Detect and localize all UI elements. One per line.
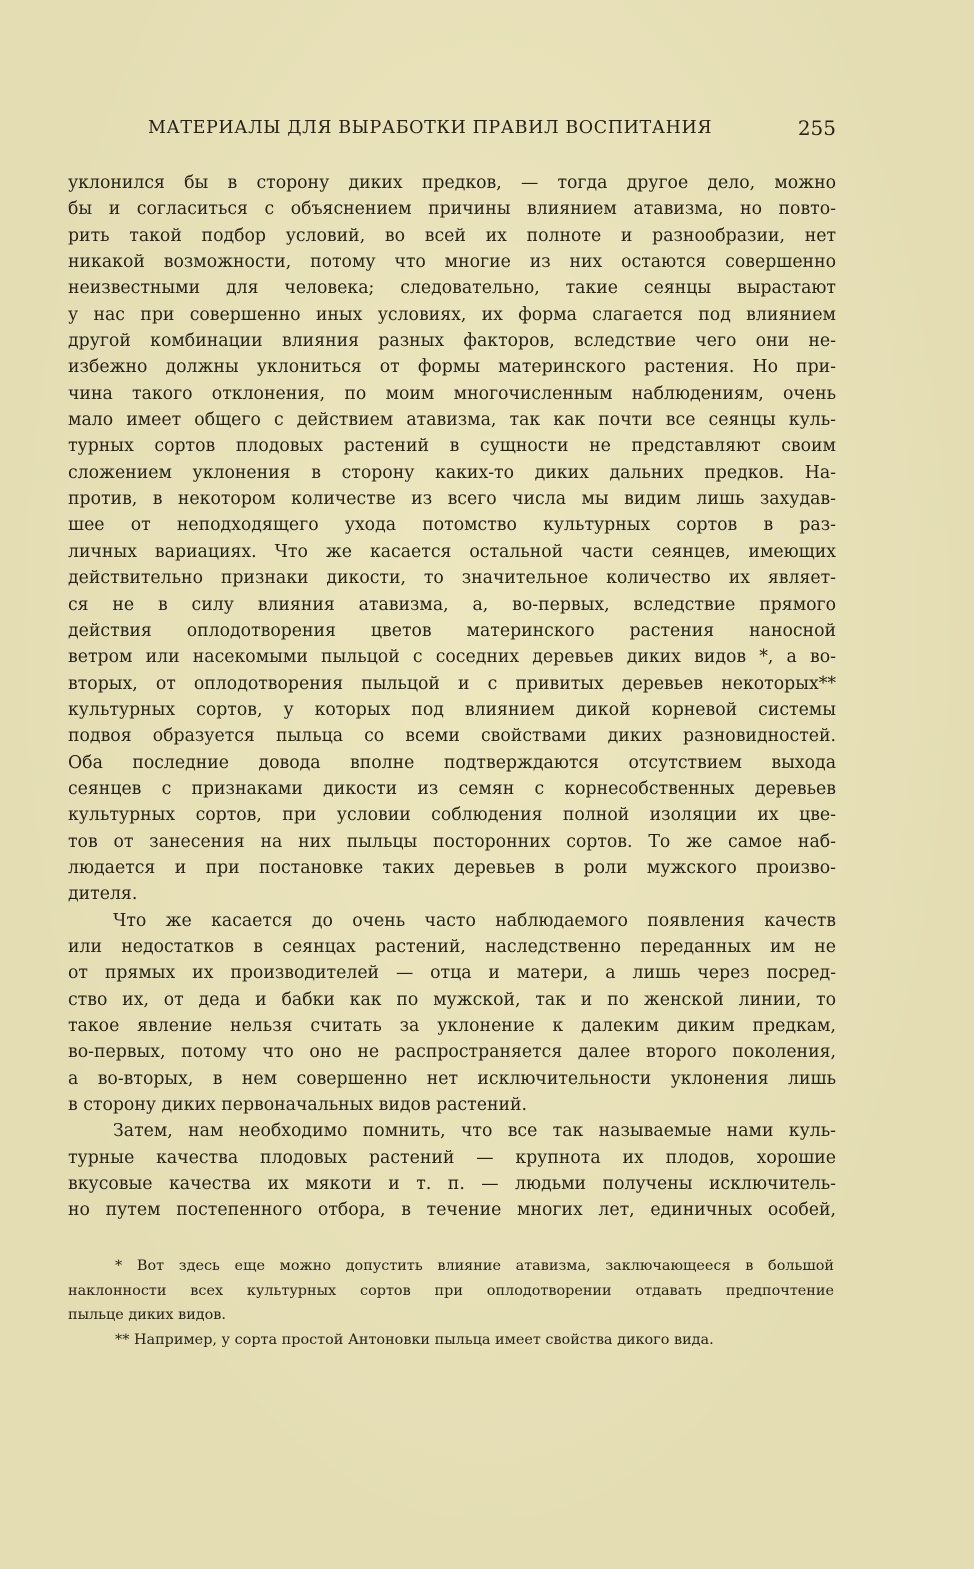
- footnote-1: [68, 1254, 834, 1328]
- text-line: дителя.: [68, 884, 138, 905]
- text-line: рить такой подбор условий, во всей их полноте и разнообразии, нет: [68, 225, 836, 246]
- text-line: тов от занесения на них пыльцы посторонних сортов. То же самое наб-: [68, 831, 836, 852]
- text-line: действительно признаки дикости, то значительное количество их являет-: [68, 568, 836, 589]
- footnote-line: пыльце диких видов.: [68, 1307, 226, 1323]
- body-text: [68, 170, 836, 1224]
- text-line: сеянцев с признаками дикости из семян с корнесобственных деревьев: [68, 778, 836, 799]
- paragraph-3: [68, 1118, 836, 1223]
- text-line: культурных сортов, у которых под влиянием дикой корневой системы: [68, 699, 836, 720]
- text-line: вторых, от оплодотворения пыльцой и с привитых деревьев некоторых**: [68, 673, 836, 694]
- text-line: от прямых их производителей — отца и матери, а лишь через посред-: [68, 963, 836, 984]
- text-line: избежно должны уклониться от формы материнского растения. Но при-: [68, 357, 836, 378]
- text-line: в сторону диких первоначальных видов растений.: [68, 1095, 528, 1116]
- text-line: ветром или насекомыми пыльцой с соседних деревьев диких видов *, а во-: [68, 647, 836, 668]
- text-line: Затем, нам необходимо помнить, что все так называемые нами куль-: [113, 1121, 836, 1142]
- text-line: уклонился бы в сторону диких предков, — тогда другое дело, можно: [68, 173, 836, 193]
- footnote-2: [68, 1328, 834, 1353]
- footnote-line: ** Например, у сорта простой Антоновки пыльца имеет свойства дикого вида.: [115, 1331, 714, 1348]
- footnote-line: * Вот здесь еще можно допустить влияние атавизма, заключающееся в большой: [115, 1258, 834, 1274]
- footnote-line: наклонности всех культурных сортов при оплодотворении отдавать предпочтение: [68, 1282, 834, 1299]
- text-line: против, в некотором количестве из всего числа мы видим лишь захудав-: [68, 489, 836, 510]
- text-line: чина такого отклонения, по моим многочисленным наблюдениям, очень: [68, 383, 836, 404]
- text-line: бы и согласиться с объяснением причины влиянием атавизма, но повто-: [68, 199, 836, 220]
- text-line: действия оплодотворения цветов материнского растения наносной: [68, 620, 836, 641]
- text-line: но путем постепенного отбора, в течение многих лет, единичных особей,: [68, 1200, 836, 1221]
- text-line: другой комбинации влияния разных факторов, вследствие чего они не-: [68, 331, 836, 352]
- page-number: 255: [797, 116, 836, 140]
- text-line: Оба последние довода вполне подтверждаются отсутствием выхода: [68, 752, 836, 773]
- text-line: Что же касается до очень часто наблюдаемого появления качеств: [113, 910, 836, 931]
- text-line: а во-вторых, в нем совершенно нет исключительности уклонения лишь: [68, 1068, 836, 1089]
- text-line: такое явление нельзя считать за уклонение к далеким диким предкам,: [68, 1016, 836, 1036]
- text-line: подвоя образуется пыльца со всеми свойствами диких разновидностей.: [68, 726, 836, 747]
- paragraph-1: [68, 170, 836, 908]
- text-line: неизвестными для человека; следовательно, такие сеянцы вырастают: [68, 278, 836, 299]
- paragraph-2: [68, 908, 836, 1119]
- text-line: никакой возможности, потому что многие из них остаются совершенно: [68, 252, 836, 273]
- running-title: МАТЕРИАЛЫ ДЛЯ ВЫРАБОТКИ ПРАВИЛ ВОСПИТАНИЯ: [148, 118, 713, 138]
- text-line: сложением уклонения в сторону каких-то диких дальних предков. На-: [68, 462, 836, 483]
- text-line: турные качества плодовых растений — крупнота их плодов, хорошие: [68, 1147, 836, 1168]
- text-line: вкусовые качества их мякоти и т. п. — людьми получены исключитель-: [68, 1174, 836, 1195]
- text-line: во-первых, потому что оно не распространяется далее второго поколения,: [68, 1042, 836, 1063]
- text-line: мало имеет общего с действием атавизма, так как почти все сеянцы куль-: [68, 410, 836, 431]
- text-line: ся не в силу влияния атавизма, а, во-первых, вследствие прямого: [68, 594, 836, 615]
- text-line: личных вариациях. Что же касается остальной части сеянцев, имеющих: [68, 541, 836, 562]
- footnotes: [68, 1254, 834, 1352]
- text-line: у нас при совершенно иных условиях, их форма слагается под влиянием: [68, 304, 836, 325]
- text-line: или недостатков в сеянцах растений, наследственно переданных им не: [68, 936, 836, 957]
- text-line: ство их, от деда и бабки как по мужской, так и по женской линии, то: [68, 989, 836, 1010]
- text-line: людается и при постановке таких деревьев в роли мужского произво-: [68, 857, 836, 878]
- text-line: культурных сортов, при условии соблюдения полной изоляции их цве-: [68, 805, 836, 826]
- running-head: [148, 118, 836, 144]
- text-line: шее от неподходящего ухода потомство культурных сортов в раз-: [68, 515, 836, 536]
- text-line: турных сортов плодовых растений в сущности не представляют своим: [68, 436, 836, 457]
